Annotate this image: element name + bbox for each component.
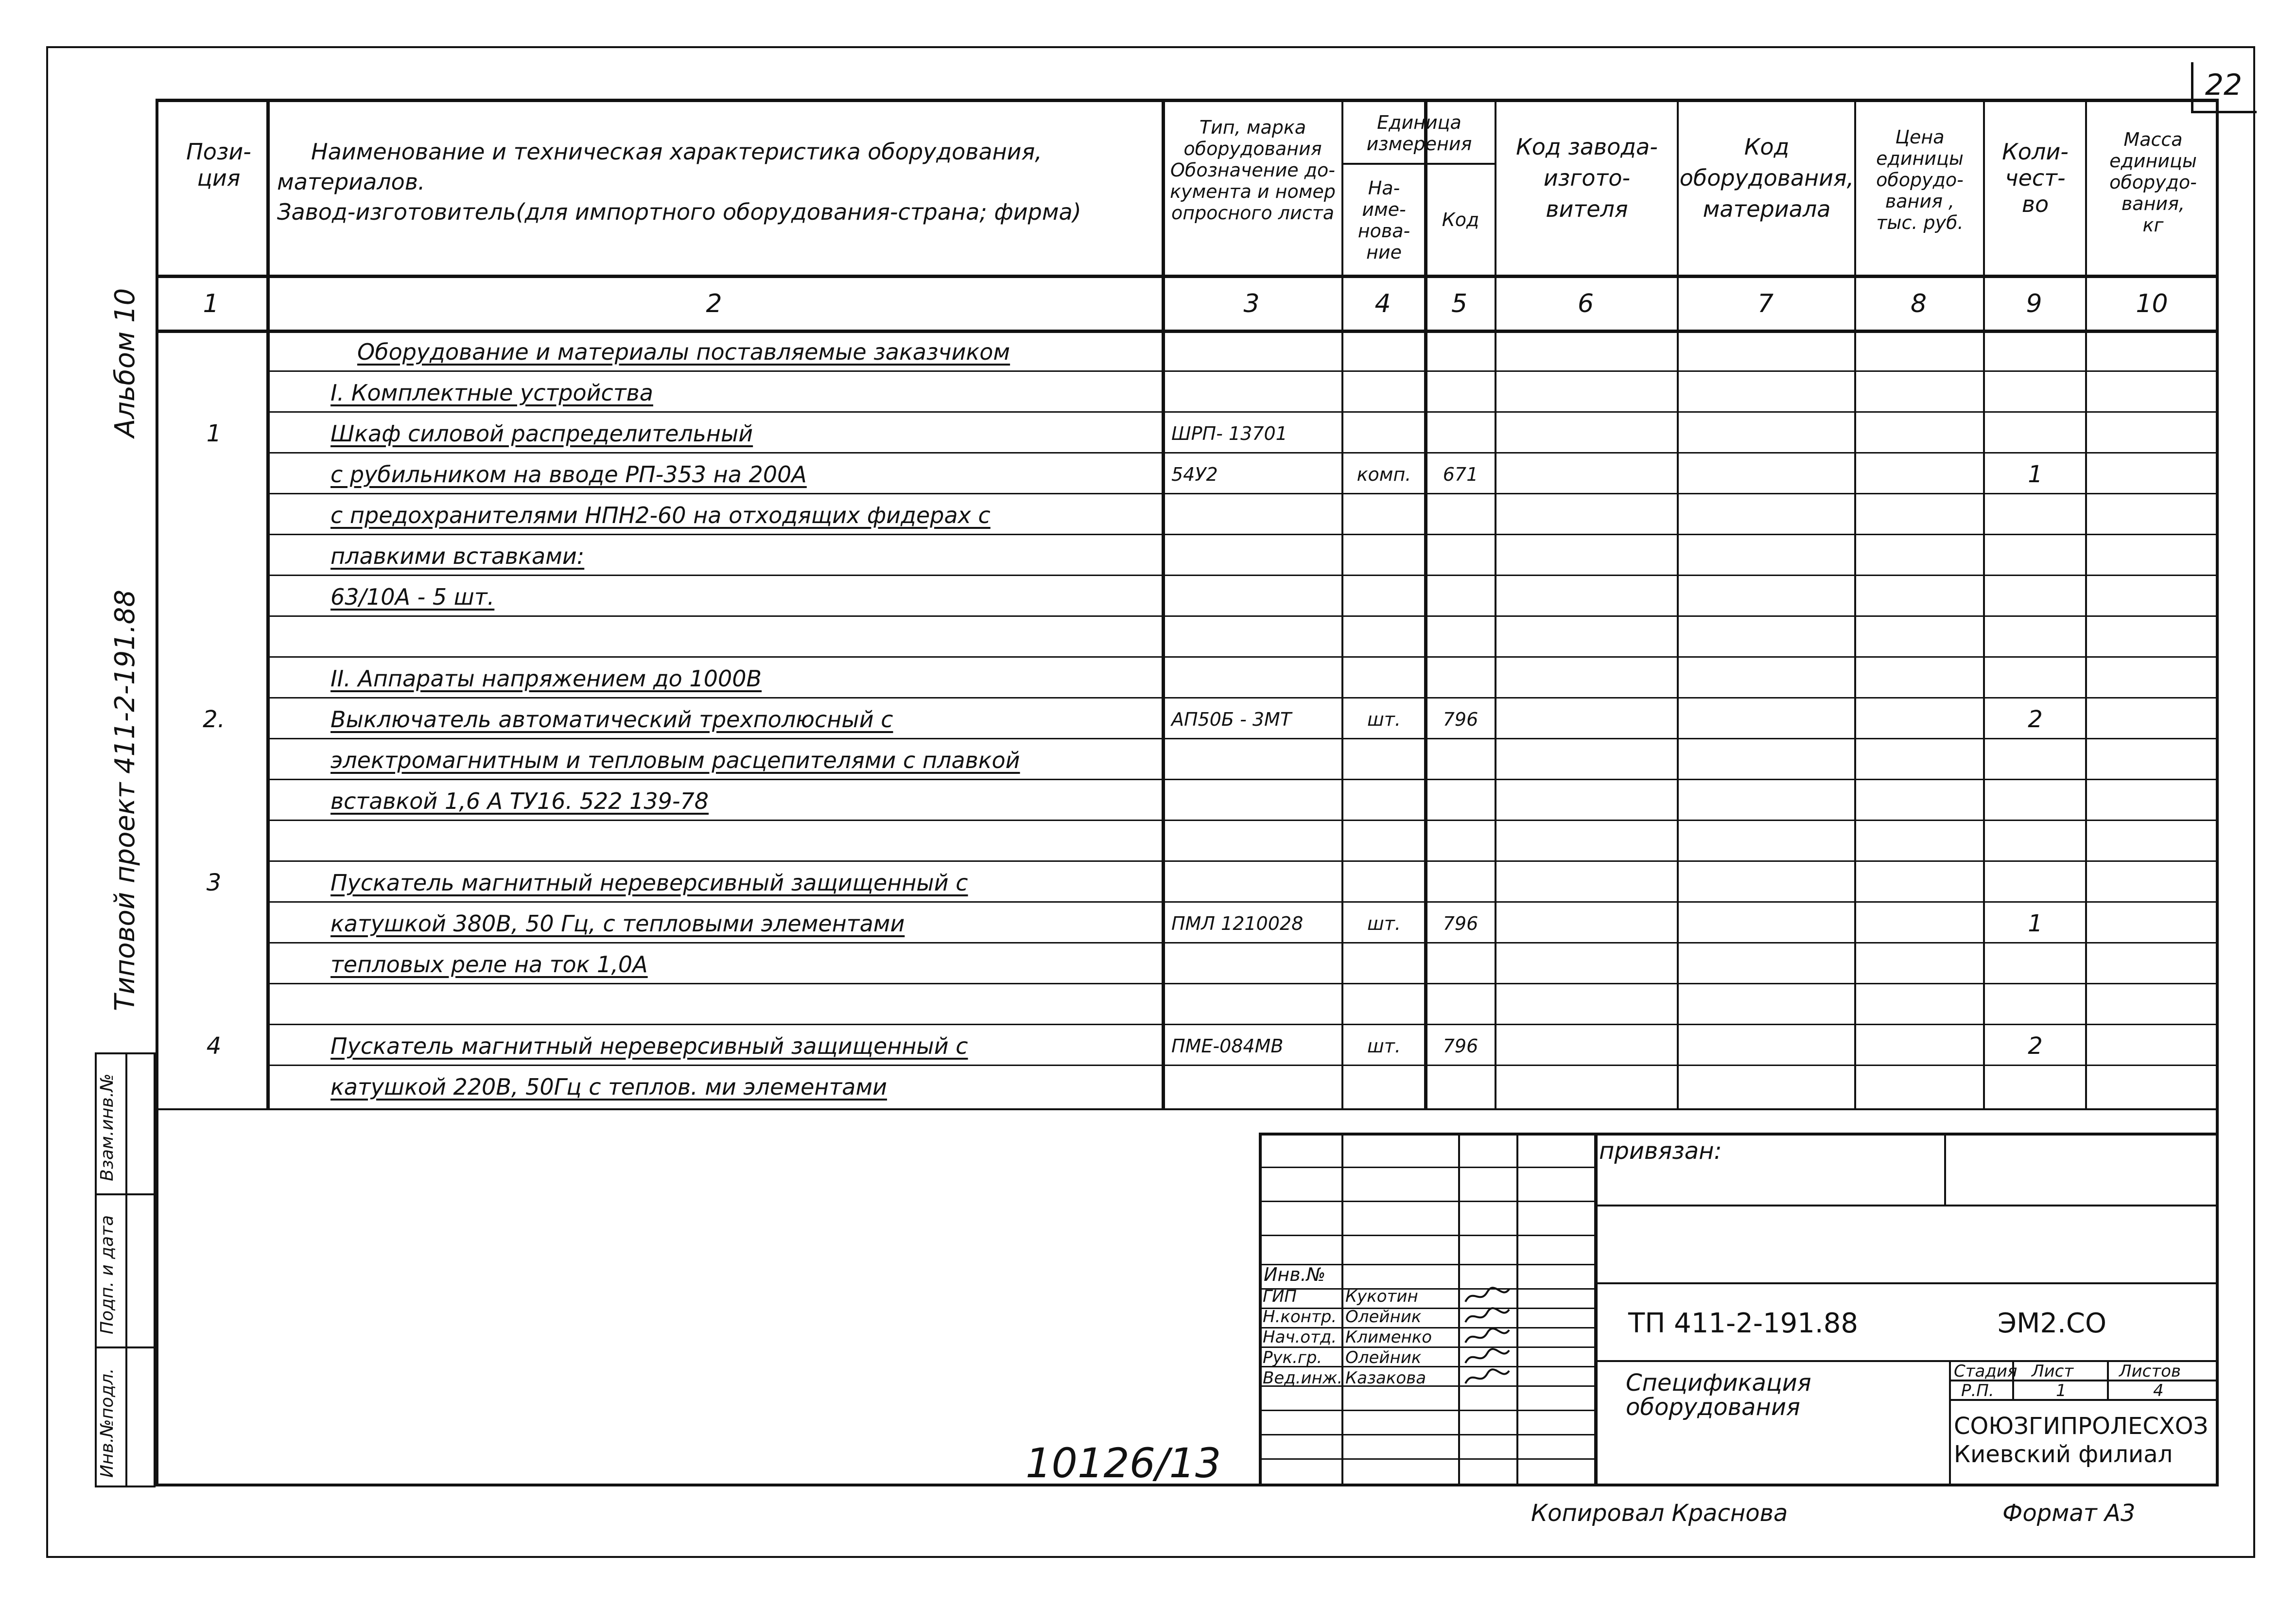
header-col7: Код оборудования, материала xyxy=(1679,134,1854,222)
table-row xyxy=(0,1065,2296,1105)
name-cell: II. Аппараты напряжением до 1000В xyxy=(330,665,762,692)
sheet-value: 1 xyxy=(2056,1381,2067,1400)
name-cell: с предохранителями НПН2-60 на отходящих фидерах с xyxy=(330,502,991,528)
name-cell: вставкой 1,6 А ТУ16. 522 139-78 xyxy=(330,788,709,814)
code-cell: 796 xyxy=(1443,913,1478,934)
code-cell: 796 xyxy=(1443,1035,1478,1057)
table-row xyxy=(0,697,2296,738)
colnum-7: 7 xyxy=(1757,289,1774,318)
privyazan-label: привязан: xyxy=(1599,1137,1722,1165)
signature-mark xyxy=(1463,1367,1512,1391)
stamp-cell-replace: Взам.инв.№ xyxy=(97,1073,117,1181)
name-cell: Выключатель автоматический трехполюсный с xyxy=(330,706,893,733)
type-cell: 54У2 xyxy=(1171,464,1218,485)
name-cell: Оборудование и материалы поставляемые заказчиком xyxy=(357,339,1010,365)
org-name: СОЮЗГИПРОЛЕСХОЗ Киевский филиал xyxy=(1954,1413,2209,1468)
table-row xyxy=(0,656,2296,697)
header-col5: Код xyxy=(1442,209,1479,230)
header-col1: Пози- ция xyxy=(186,139,251,191)
table-row xyxy=(0,738,2296,779)
type-cell: ШРП- 13701 xyxy=(1171,423,1287,444)
name-cell: I. Комплектные устройства xyxy=(330,380,653,406)
role-name: Клименко xyxy=(1345,1328,1432,1347)
name-cell: с рубильником на вводе РП-353 на 200А xyxy=(330,461,807,488)
name-cell: катушкой 380В, 50 Гц, с тепловыми элементами xyxy=(330,910,905,937)
name-cell: тепловых реле на ток 1,0А xyxy=(330,951,648,978)
position-cell: 4 xyxy=(206,1032,222,1060)
colnum-4: 4 xyxy=(1374,289,1391,318)
sheets-value: 4 xyxy=(2153,1381,2164,1400)
table-row xyxy=(0,452,2296,493)
handwritten-number: 10126/13 xyxy=(1026,1439,1221,1487)
doc-title: Спецификация оборудования xyxy=(1626,1369,1811,1421)
table-row xyxy=(0,1024,2296,1065)
role-label: Нач.отд. xyxy=(1263,1328,1337,1347)
role-name: Олейник xyxy=(1345,1307,1422,1327)
stage-value: Р.П. xyxy=(1961,1381,1994,1400)
qty-cell: 2 xyxy=(2028,706,2043,733)
position-cell: 1 xyxy=(206,420,222,447)
type-cell: ПМЛ 1210028 xyxy=(1171,913,1304,934)
sheet-header: Лист xyxy=(2032,1362,2074,1381)
unit-cell: шт. xyxy=(1367,913,1401,934)
colnum-3: 3 xyxy=(1243,289,1260,318)
role-label: Рук.гр. xyxy=(1263,1348,1322,1367)
colnum-10: 10 xyxy=(2136,289,2168,318)
colnum-5: 5 xyxy=(1451,289,1468,318)
table-row xyxy=(0,983,2296,1024)
header-col3: Тип, марка оборудования Обозначение до- кумента и номер опросного листа xyxy=(1170,117,1336,224)
table-row xyxy=(0,615,2296,656)
role-label: Н.контр. xyxy=(1263,1307,1337,1327)
header-unit-group: Единица измерения xyxy=(1366,112,1472,155)
name-cell: электромагнитным и тепловым расцепителями с плавкой xyxy=(330,747,1020,773)
doc-code: ЭМ2.СО xyxy=(1998,1308,2107,1339)
colnum-1: 1 xyxy=(203,289,219,318)
role-label: Вед.инж. xyxy=(1263,1368,1343,1388)
colnum-8: 8 xyxy=(1910,289,1927,318)
table-row xyxy=(0,575,2296,615)
format-label: Формат А3 xyxy=(2002,1500,2136,1527)
position-cell: 3 xyxy=(206,869,222,896)
header-col8: Цена единицы оборудо- вания , тыс. руб. xyxy=(1876,126,1964,233)
name-cell: 63/10А - 5 шт. xyxy=(330,584,495,610)
role-label: ГИП xyxy=(1263,1287,1297,1306)
header-col10: Масса единицы оборудо- вания, кг xyxy=(2109,129,2197,236)
table-row xyxy=(0,330,2296,370)
code-cell: 796 xyxy=(1443,709,1478,730)
qty-cell: 2 xyxy=(2028,1032,2043,1060)
qty-cell: 1 xyxy=(2028,910,2043,937)
name-cell: Пускатель магнитный нереверсивный защищенный с xyxy=(330,870,968,896)
name-cell: катушкой 220В, 50Гц с теплов. ми элементами xyxy=(330,1074,887,1100)
copied-by: Копировал Краснова xyxy=(1531,1500,1788,1527)
unit-cell: шт. xyxy=(1367,709,1401,730)
role-name: Олейник xyxy=(1345,1348,1422,1367)
table-row xyxy=(0,901,2296,942)
position-cell: 2. xyxy=(203,706,225,733)
stamp-cell-sign: Подп. и дата xyxy=(97,1215,117,1334)
role-name: Казакова xyxy=(1345,1368,1426,1388)
qty-cell: 1 xyxy=(2028,461,2043,488)
name-cell: Шкаф силовой распределительный xyxy=(330,420,753,447)
table-row xyxy=(0,779,2296,820)
header-col4: На- име- нова- ние xyxy=(1357,177,1410,263)
project-label: Типовой проект 411-2-191.88 xyxy=(109,590,141,1011)
unit-cell: комп. xyxy=(1357,464,1411,485)
sheet-number: 22 xyxy=(2205,68,2243,102)
colnum-9: 9 xyxy=(2026,289,2042,318)
table-row xyxy=(0,860,2296,901)
code-cell: 671 xyxy=(1443,464,1478,485)
album-label: Альбом 10 xyxy=(109,288,141,437)
table-row xyxy=(0,370,2296,411)
table-row xyxy=(0,411,2296,452)
unit-cell: шт. xyxy=(1367,1035,1401,1057)
type-cell: АП50Б - 3МТ xyxy=(1171,709,1292,730)
doc-number: ТП 411-2-191.88 xyxy=(1628,1308,1858,1339)
header-col6: Код завода- изгото- вителя xyxy=(1516,134,1658,222)
type-cell: ПМЕ-084МВ xyxy=(1171,1035,1284,1057)
table-row xyxy=(0,493,2296,534)
table-row xyxy=(0,942,2296,983)
name-cell: плавкими вставками: xyxy=(330,543,585,569)
colnum-6: 6 xyxy=(1577,289,1594,318)
sheets-header: Листов xyxy=(2119,1362,2181,1381)
table-row xyxy=(0,820,2296,860)
stamp-cell-inv: Инв.№подл. xyxy=(97,1368,117,1478)
table-row xyxy=(0,534,2296,575)
inv-no-label: Инв.№ xyxy=(1264,1264,1326,1285)
colnum-2: 2 xyxy=(706,289,722,318)
header-col9: Коли- чест- во xyxy=(2002,139,2069,217)
role-name: Кукотин xyxy=(1345,1287,1418,1306)
name-cell: Пускатель магнитный нереверсивный защищенный с xyxy=(330,1033,968,1059)
header-col2: Наименование и техническая характеристика оборудования, материалов. Завод-изготовитель(для импортного оборудования-страна; фирма) xyxy=(277,139,1081,225)
stage-header: Стадия xyxy=(1954,1362,2018,1381)
